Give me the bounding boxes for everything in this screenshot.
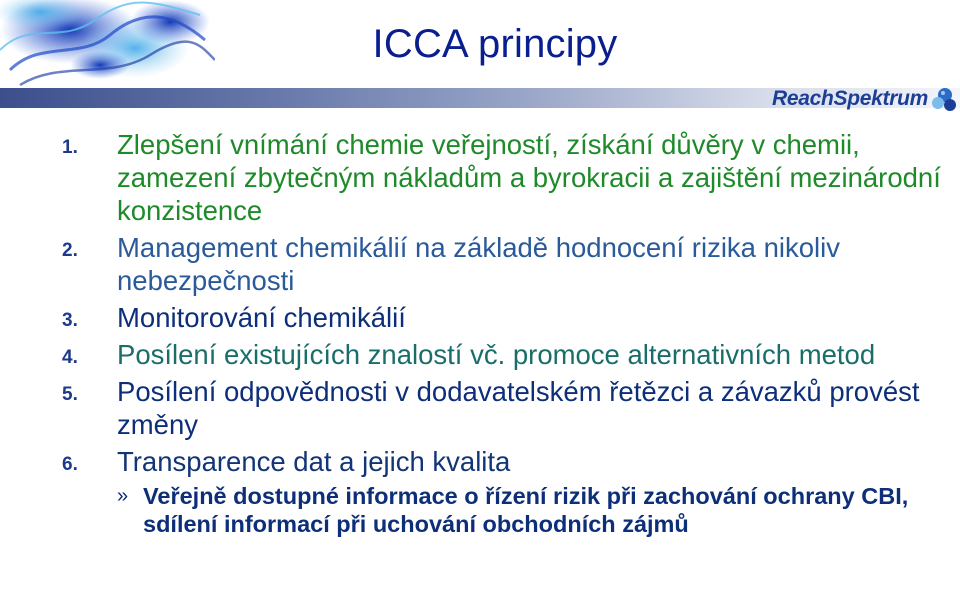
sub-item-text: Veřejně dostupné informace o řízení rizik při zachování ochrany CBI, sdílení informací při uchování obchodních zájmů — [143, 483, 909, 537]
item-text: Posílení odpovědnosti v dodavatelském řetězci a závazků provést změny — [117, 376, 920, 440]
item-number: 4. — [62, 347, 78, 368]
item-number: 3. — [62, 310, 78, 331]
item-text: Management chemikálií na základě hodnocení rizika nikoliv nebezpečnosti — [117, 232, 841, 296]
slide-title: ICCA principy — [372, 22, 618, 66]
item-number: 6. — [62, 454, 78, 475]
list-item — [62, 128, 942, 227]
bullet: » — [117, 485, 129, 507]
item-text: Zlepšení vnímání chemie veřejností, získání důvěry v chemii, zamezení zbytečným nákladům a byrokracii a zajištění mezinárodní konzistence — [117, 129, 941, 226]
principles-list — [62, 128, 942, 538]
reachspektrum-logo — [772, 86, 958, 112]
item-text: Posílení existujících znalostí vč. promoce alternativních metod — [117, 339, 876, 370]
item-text: Transparence dat a jejich kvalita — [117, 446, 511, 477]
list-item — [62, 375, 942, 441]
item-text: Monitorování chemikálií — [117, 302, 406, 333]
list-item — [62, 231, 942, 297]
list-item — [62, 301, 942, 334]
item-number: 2. — [62, 240, 78, 261]
item-number: 5. — [62, 384, 78, 405]
spheres-icon — [930, 86, 958, 112]
ink-in-water-image — [0, 0, 215, 90]
item-number: 1. — [62, 137, 78, 158]
list-item — [62, 338, 942, 371]
sub-list-item — [117, 482, 942, 538]
list-item — [62, 445, 942, 478]
logo-text: ReachSpektrum — [772, 87, 928, 110]
